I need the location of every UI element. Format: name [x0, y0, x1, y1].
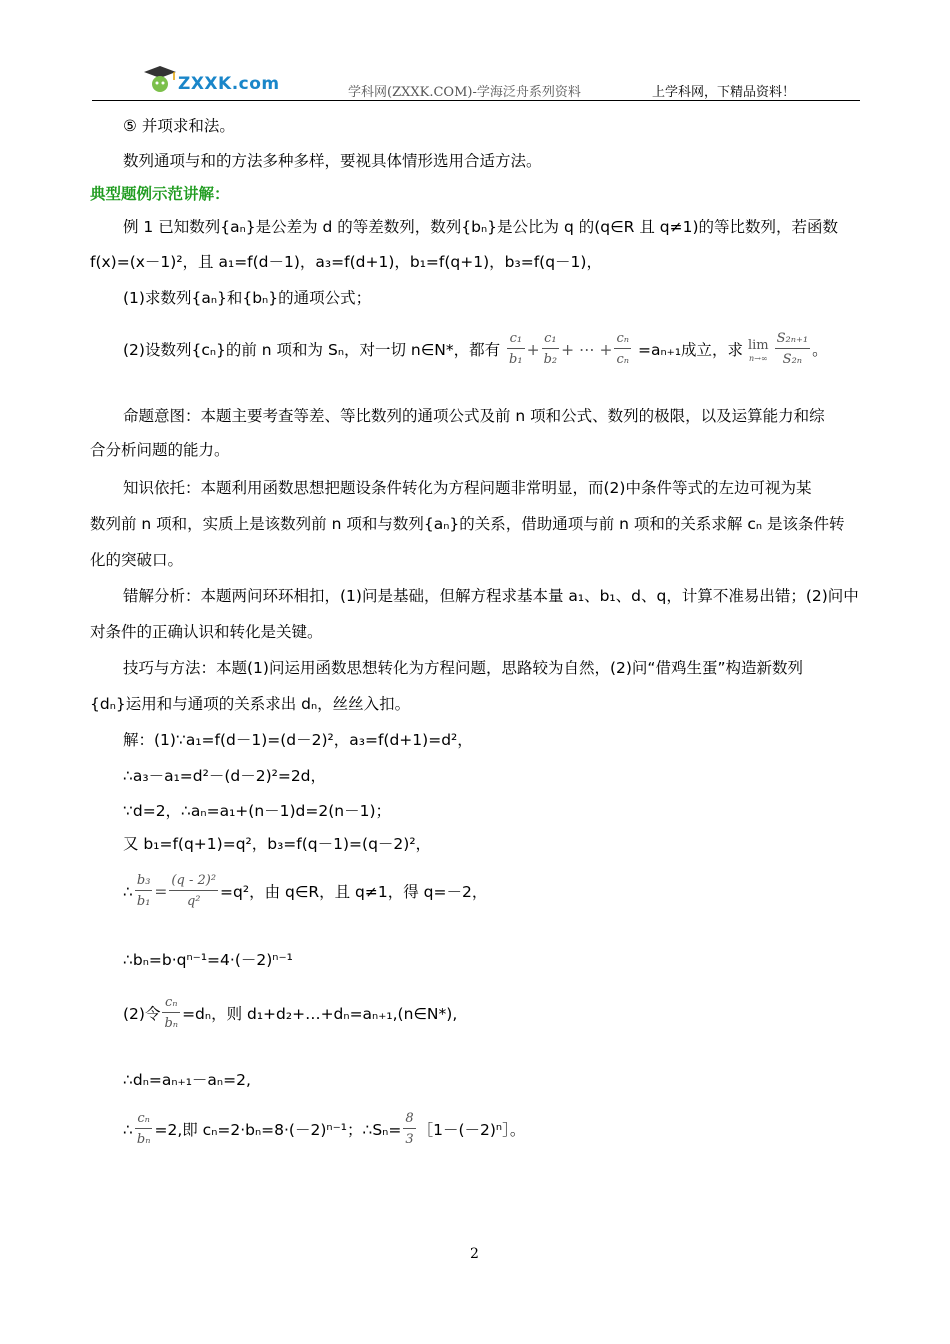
text-line: 数列前 n 项和，实质上是该数列前 n 项和与数列{aₙ}的关系，借助通项与前 n 项和的关系求解 cₙ 是该条件转 — [90, 515, 845, 533]
fraction-denominator: b₂ — [543, 352, 558, 367]
fraction-denominator: bₙ — [136, 1132, 151, 1147]
text-segment: (2)令 — [123, 1005, 161, 1023]
fraction — [169, 872, 218, 913]
fraction-numerator: c₁ — [507, 330, 525, 349]
fraction-denominator: b₁ — [509, 352, 523, 367]
text-segment: 。 — [812, 341, 828, 359]
text-line: 对条件的正确认识和转化是关键。 — [90, 623, 323, 641]
text-segment: =2,即 cₙ=2·bₙ=8·(－2)ⁿ⁻¹；∴Sₙ= — [154, 1121, 402, 1139]
fraction-denominator: b₁ — [136, 894, 151, 909]
text-segment: ∴ — [123, 883, 133, 901]
text-line: ∴dₙ=aₙ₊₁－aₙ=2, — [123, 1071, 251, 1089]
text-line: 命题意图：本题主要考查等差、等比数列的通项公式及前 n 项和公式、数列的极限，以及运算能力和综 — [123, 407, 825, 425]
text-line: ⑤ 并项求和法。 — [123, 117, 235, 135]
formula-line — [123, 330, 828, 371]
limit-word: lim — [747, 337, 769, 353]
text-line: 解：(1)∵a₁=f(d－1)=(d－2)²，a₃=f(d+1)=d²， — [123, 731, 473, 749]
text-segment: ∴ — [123, 1121, 133, 1139]
fraction — [507, 330, 525, 371]
fraction — [162, 994, 180, 1035]
text-line: 数列通项与和的方法多种多样，要视具体情形选用合适方法。 — [123, 152, 542, 170]
fraction-denominator: bₙ — [164, 1016, 179, 1031]
fraction-numerator: cₙ — [135, 1110, 153, 1129]
fraction — [135, 1110, 153, 1151]
text-line: ∴bₙ=b·qⁿ⁻¹=4·(－2)ⁿ⁻¹ — [123, 951, 293, 969]
operator: = — [154, 883, 168, 901]
text-segment: (2)设数列{cₙ}的前 n 项和为 Sₙ，对一切 n∈N*，都有 — [123, 341, 501, 359]
fraction — [403, 1110, 415, 1151]
fraction — [135, 872, 153, 913]
page-number: 2 — [470, 1246, 479, 1262]
text-segment: =dₙ，则 d₁+d₂+…+dₙ=aₙ₊₁,(n∈N*), — [182, 1005, 458, 1023]
fraction-numerator: b₃ — [135, 872, 153, 891]
fraction — [542, 330, 560, 371]
scholar-mascot-icon — [138, 64, 178, 96]
fraction-numerator: c₁ — [542, 330, 560, 349]
text-line: ∴a₃－a₁=d²－(d－2)²=2d， — [123, 767, 327, 785]
page-header — [92, 60, 860, 101]
text-line: 合分析问题的能力。 — [90, 441, 230, 459]
text-line: (1)求数列{aₙ}和{bₙ}的通项公式； — [123, 289, 372, 307]
header-right-text: 上学科网，下精品资料！ — [652, 85, 796, 100]
text-line: f(x)=(x－1)²，且 a₁=f(d－1)，a₃=f(d+1)，b₁=f(q+1)，b₃=f(q－1)， — [90, 253, 602, 271]
formula-line — [123, 872, 487, 913]
fraction-denominator: cₙ — [616, 352, 630, 367]
header-center-text: 学科网(ZXXK.COM)-学海泛舟系列资料 — [348, 85, 581, 100]
fraction-numerator: S₂ₙ₊₁ — [775, 330, 810, 349]
section-heading: 典型题例示范讲解： — [90, 185, 230, 203]
formula-line — [123, 994, 457, 1035]
text-line: 技巧与方法：本题(1)问运用函数思想转化为方程问题，思路较为自然，(2)问“借鸡生蛋”构造新数列 — [123, 659, 803, 677]
text-segment: =q²，由 q∈R，且 q≠1，得 q=－2， — [220, 883, 488, 901]
text-segment: ［1－(－2)ⁿ］。 — [417, 1121, 526, 1139]
fraction — [775, 330, 810, 371]
fraction-numerator: (q - 2)² — [169, 872, 218, 891]
operator: + ⋯ + — [561, 341, 613, 359]
operator: + — [526, 341, 540, 359]
fraction-denominator: q² — [186, 894, 201, 909]
text-line: 错解分析：本题两问环环相扣，(1)问是基础，但解方程求基本量 a₁、b₁、d、q，计算不准易出错；(2)问中 — [123, 587, 859, 605]
formula-line — [123, 1110, 525, 1151]
text-line: {dₙ}运用和与通项的关系求出 dₙ，丝丝入扣。 — [90, 695, 411, 713]
logo-text: ZXXK.com — [178, 74, 280, 94]
fraction-numerator: 8 — [403, 1110, 415, 1129]
text-line: 又 b₁=f(q+1)=q²，b₃=f(q－1)=(q－2)²， — [123, 835, 432, 853]
fraction-numerator: cₙ — [162, 994, 180, 1013]
fraction-denominator: 3 — [405, 1132, 414, 1147]
text-line: 知识依托：本题利用函数思想把题设条件转化为方程问题非常明显，而(2)中条件等式的左边可视为某 — [123, 479, 812, 497]
text-line: 例 1 已知数列{aₙ}是公差为 d 的等差数列，数列{bₙ}是公比为 q 的(q∈R 且 q≠1)的等比数列，若函数 — [123, 218, 838, 236]
zxxk-logo — [138, 64, 280, 94]
limit — [748, 338, 769, 364]
fraction-numerator: cₙ — [614, 330, 631, 349]
fraction — [614, 330, 631, 371]
text-segment: =aₙ₊₁成立，求 — [637, 341, 744, 359]
fraction-denominator: S₂ₙ — [782, 352, 803, 367]
limit-subscript: n→∞ — [749, 353, 768, 363]
text-line: 化的突破口。 — [90, 551, 184, 569]
text-line: ∵d=2，∴aₙ=a₁+(n－1)d=2(n－1)； — [123, 802, 392, 820]
